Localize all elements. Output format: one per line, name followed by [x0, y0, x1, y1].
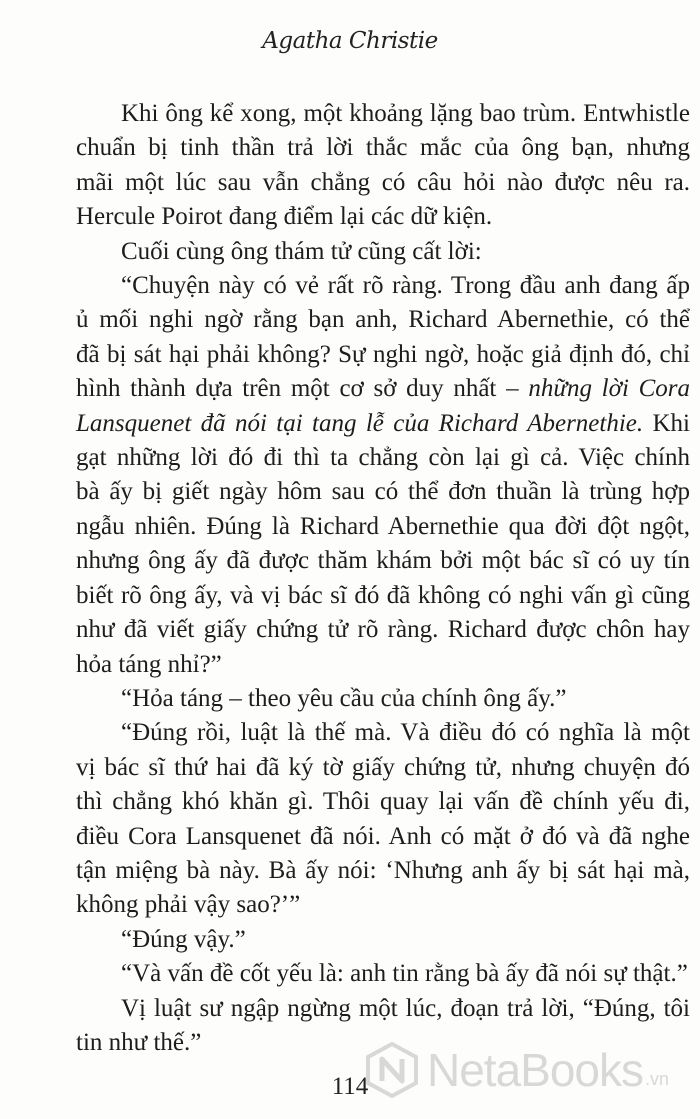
- author-signature: Agatha Christie: [262, 28, 438, 54]
- page-number: 114: [331, 1073, 369, 1100]
- text-line: đã bị sát hại phải không? Sự nghi ngờ, hoặc giả định đó, chỉ: [76, 340, 690, 368]
- text-line: ủ mối nghi ngờ rằng bạn anh, Richard Abernethie, có thể: [76, 306, 690, 334]
- text-line: ngẫu nhiên. Đúng là Richard Abernethie qua đời đột ngột,: [76, 512, 690, 540]
- watermark-domain: .vn: [645, 1068, 670, 1089]
- text-line: “Đúng vậy.”: [121, 925, 246, 953]
- watermark-brand: NetaBooks: [427, 1044, 644, 1096]
- text-line: nhưng ông ấy đã được thăm khám bởi một bác sĩ có uy tín: [76, 547, 690, 575]
- text-line: mãi một lúc sau vẫn chẳng có câu hỏi nào được nêu ra.: [76, 168, 690, 196]
- text-line: chuẩn bị tinh thần trả lời thắc mắc của ông bạn, nhưng: [76, 134, 690, 162]
- brand-logo-icon: [363, 1041, 421, 1099]
- text-line: tận miệng bà này. Bà ấy nói: ‘Nhưng anh ấy bị sát hại mà,: [76, 856, 690, 884]
- text-line: “Đúng rồi, luật là thế mà. Và điều đó có nghĩa là một: [121, 719, 690, 747]
- text-line: tin như thế.”: [76, 1028, 202, 1056]
- text-line: như đã viết giấy chứng tử rõ ràng. Richard được chôn hay: [76, 616, 690, 644]
- text-line: điều Cora Lansquenet đã nói. Anh có mặt ở đó và đã nghe: [76, 822, 690, 850]
- text-line: “Chuyện này có vẻ rất rõ ràng. Trong đầu anh đang ấp: [121, 272, 690, 300]
- text-segment: hình thành dựa trên một cơ sở duy nhất –: [76, 375, 519, 403]
- text-line: Cuối cùng ông thám tử cũng cất lời:: [121, 237, 482, 265]
- text-line: không phải vậy sao?’”: [76, 891, 301, 919]
- text-line: gạt những lời đó đi thì ta chẳng còn lại gì cả. Việc chính: [76, 444, 690, 472]
- text-line: “Và vấn đề cốt yếu là: anh tin rằng bà ấy đã nói sự thật.”: [121, 960, 688, 988]
- text-line: biết rõ ông ấy, và vị bác sĩ đó đã không có nghi vấn gì cũng: [76, 581, 690, 609]
- watermark: [363, 1040, 693, 1100]
- text-line: Vị luật sư ngập ngừng một lúc, đoạn trả lời, “Đúng, tôi: [121, 994, 690, 1022]
- italic-quote: những lời Cora: [528, 375, 691, 403]
- text-line-mixed: [76, 372, 690, 406]
- text-line: “Hỏa táng – theo yêu cầu của chính ông ấy.”: [121, 684, 567, 712]
- text-line-mixed: [76, 407, 690, 441]
- page-body: [76, 97, 690, 1060]
- text-line: vị bác sĩ thứ hai đã ký tờ giấy chứng tử, nhưng chuyện đó: [76, 753, 690, 781]
- text-line: hỏa táng nhỉ?”: [76, 650, 222, 678]
- italic-quote: Lansquenet đã nói tại tang lễ của Richard Abernethie.: [76, 409, 644, 437]
- text-line: thì chẳng khó khăn gì. Thôi quay lại vấn đề chính yếu đi,: [76, 788, 690, 816]
- author-signature-header: [0, 28, 700, 54]
- text-line: bà ấy bị giết ngày hôm sau có thể đơn thuần là trùng hợp: [76, 478, 690, 506]
- text-line: Khi ông kể xong, một khoảng lặng bao trùm. Entwhistle: [121, 100, 690, 127]
- text-segment: Khi: [652, 409, 690, 437]
- text-line: Hercule Poirot đang điểm lại các dữ kiện.: [76, 203, 493, 231]
